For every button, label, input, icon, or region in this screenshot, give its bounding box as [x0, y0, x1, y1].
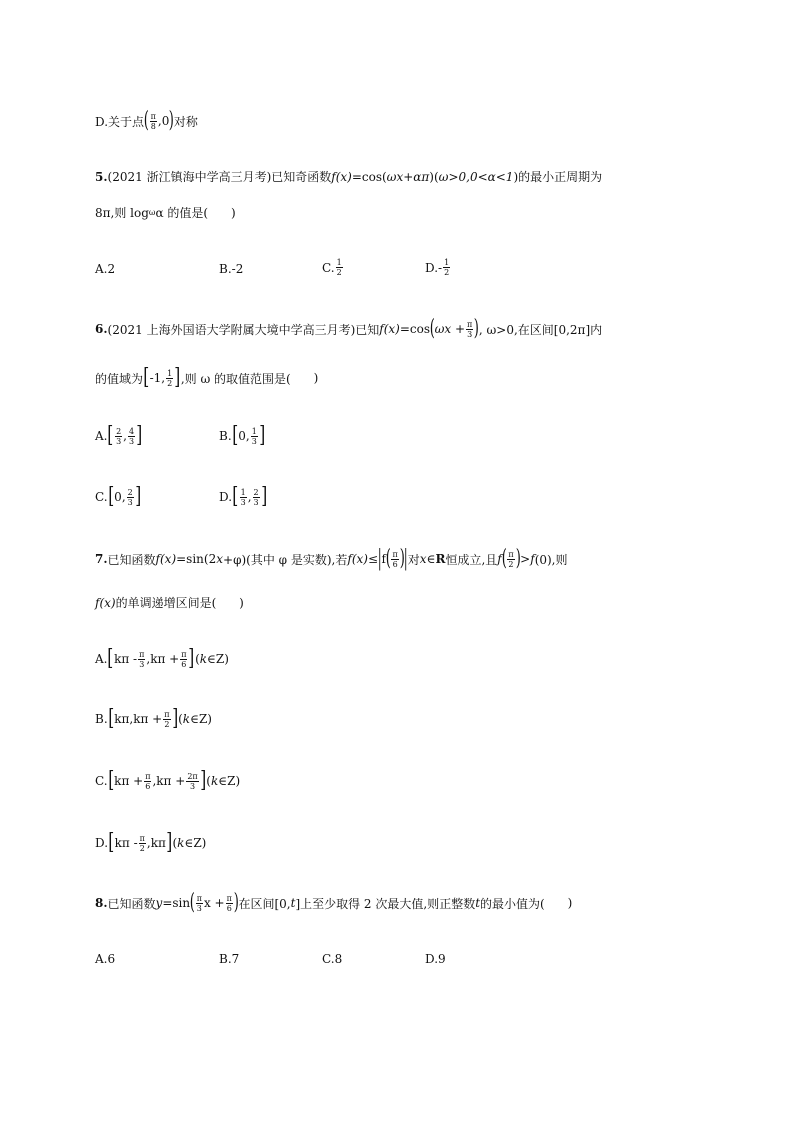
- q5-stem-line1: 5. (2021 浙江镇海中学高三月考)已知奇函数 f(x) =cos( ωx+απ )( ω>0,0<α<1 )的最小正周期为: [95, 169, 603, 184]
- question-number: 6.: [95, 322, 108, 336]
- q7-option-b: B. [ kπ,kπ + $\frac{\pi}{2}$ ] ( k ∈Z): [95, 706, 212, 731]
- q8-option-a: A. 6: [95, 952, 116, 966]
- question-number: 8.: [95, 896, 108, 910]
- q6-stem-line2: 的值域为 [ -1, $\frac{1}{2}$ ] ,则 ω 的取值范围是( ): [95, 365, 319, 390]
- q7-stem-line1: 7. 已知函数 f(x) =sin(2 x +φ)(其中 φ 是实数),若 f(x) ≤ | f ( $\frac{\pi}{6}$ ) | 对 x ∈ R 恒成立,且 f ( $\frac{\pi}{2}$ ) > f (0),则: [95, 546, 568, 571]
- q5-option-d: D. - $\frac{1}{2}$: [425, 258, 450, 277]
- q8-stem-line1: 8. 已知函数 y =sin ( $\frac{\pi}{3}$ x + $\frac{\pi}{6}$ ) 在区间[0, t ]上至少取得 2 次最大值,则正整数 t 的最小值为( ): [95, 890, 573, 915]
- q8-option-b: B. 7: [219, 952, 240, 966]
- q7-option-a: A. [ kπ - $\frac{\pi}{3}$ ,kπ + $\frac{\pi}{6}$ ] ( k ∈Z): [95, 646, 229, 671]
- q6-option-d: D. [ $\frac{1}{3}$ , $\frac{2}{3}$ ]: [219, 484, 267, 509]
- question-number: 7.: [95, 552, 108, 566]
- q7-stem-line2: f(x) 的单调递增区间是( ): [95, 595, 244, 610]
- fraction-pi-over-8: $\frac{\pi}{8}$: [150, 111, 156, 131]
- q6-stem-line1: 6. (2021 上海外国语大学附属大境中学高三月考)已知 f(x) =cos ( ωx + $\frac{\pi}{3}$ ) , ω>0,在区间[0,2π]内: [95, 316, 603, 341]
- q5-option-c: C. $\frac{1}{2}$: [322, 258, 342, 277]
- q7-option-d: D. [ kπ - $\frac{\pi}{2}$ ,kπ ] ( k ∈Z): [95, 830, 207, 855]
- q4-option-d: D.关于点 ( $\frac{\pi}{8}$ ,0 ) 对称: [95, 108, 198, 133]
- q6-option-a: A. [ $\frac{2}{3}$ , $\frac{4}{3}$ ]: [95, 423, 143, 448]
- q5-option-b: B. -2: [219, 262, 244, 276]
- q8-option-c: C. 8: [322, 952, 343, 966]
- question-number: 5.: [95, 169, 108, 184]
- q6-option-b: B. [ 0 , $\frac{1}{3}$ ]: [219, 423, 266, 448]
- q6-option-c: C. [ 0 , $\frac{2}{3}$ ]: [95, 484, 142, 509]
- q5-option-a: A. 2: [95, 262, 116, 276]
- q5-stem-line2: 8π,则 log ω α 的值是( ): [95, 205, 236, 220]
- q7-option-c: C. [ kπ + $\frac{\pi}{6}$ ,kπ + $\frac{2\pi}{3}$ ] ( k ∈Z): [95, 768, 241, 793]
- q8-option-d: D. 9: [425, 952, 446, 966]
